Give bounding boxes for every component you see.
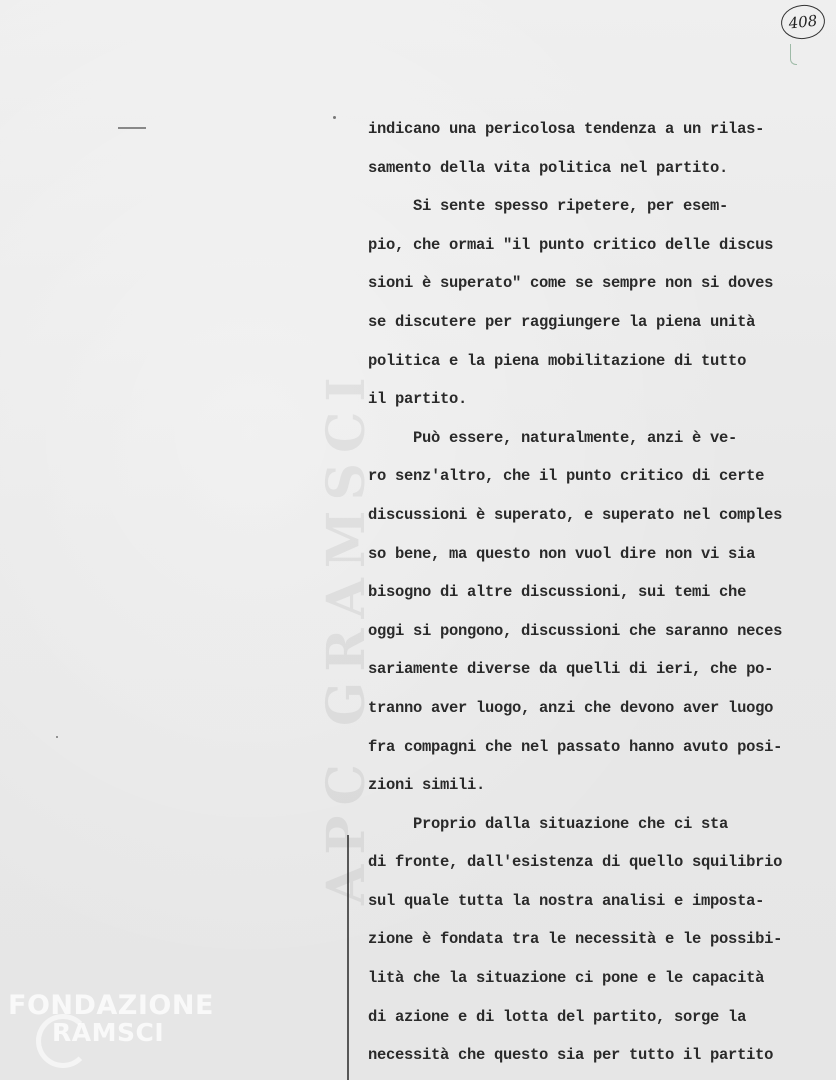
text-line: di fronte, dall'esistenza di quello squilibrio (368, 853, 783, 872)
text-line: samento della vita politica nel partito. (368, 158, 729, 177)
text-line: pio, che ormai "il punto critico delle discus (368, 235, 774, 254)
fondazione-gramsci-logo (8, 990, 218, 1075)
paper-speck (56, 736, 58, 738)
text-line: necessità che questo sia per tutto il partito (368, 1046, 774, 1065)
archive-watermark: APC GRAMSCI (316, 367, 377, 905)
logo-text-line2: RAMSCI (52, 1018, 165, 1047)
text-line: ro senz'altro, che il punto critico di certe (368, 467, 765, 486)
logo-text-line1: FONDAZIONE (8, 990, 214, 1021)
text-line: zione è fondata tra le necessità e le possibi- (368, 930, 783, 949)
margin-dash (118, 127, 146, 129)
text-line: so bene, ma questo non vuol dire non vi sia (368, 544, 756, 563)
text-line: zioni simili. (368, 776, 486, 795)
margin-mark (790, 44, 797, 65)
text-line: politica e la piena mobilitazione di tutto (368, 351, 747, 370)
text-line: sioni è superato" come se sempre non si doves (368, 274, 774, 293)
text-line: oggi si pongono, discussioni che saranno neces (368, 621, 783, 640)
text-line: sariamente diverse da quelli di ieri, che po- (368, 660, 774, 679)
page-number-stamp: 408 (779, 3, 826, 41)
text-line: Può essere, naturalmente, anzi è ve- (368, 428, 738, 447)
text-line: bisogno di altre discussioni, sui temi che (368, 583, 747, 602)
margin-rule (347, 835, 349, 1080)
typed-text-body (368, 110, 828, 1075)
text-line: tranno aver luogo, anzi che devono aver luogo (368, 698, 774, 717)
text-line: fra compagni che nel passato hanno avuto posi- (368, 737, 783, 756)
text-line: discussioni è superato, e superato nel comples (368, 505, 783, 524)
text-line: sul quale tutta la nostra analisi e imposta- (368, 891, 765, 910)
text-line: Si sente spesso ripetere, per esem- (368, 197, 729, 216)
text-line: Proprio dalla situazione che ci sta (368, 814, 729, 833)
text-line: lità che la situazione ci pone e le capacità (368, 969, 765, 988)
text-line: di azione e di lotta del partito, sorge la (368, 1007, 747, 1026)
text-line: il partito. (368, 390, 468, 409)
text-line: se discutere per raggiungere la piena unità (368, 312, 756, 331)
paper-speck (333, 116, 336, 119)
text-line: indicano una pericolosa tendenza a un rilas- (368, 120, 765, 138)
